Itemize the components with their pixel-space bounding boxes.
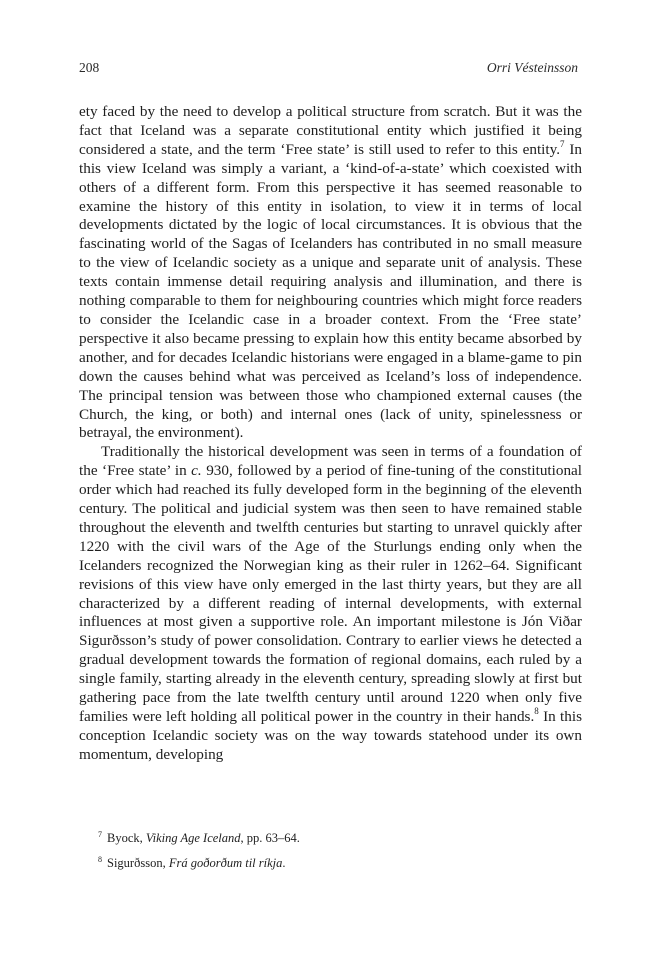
footnotes: [98, 824, 578, 874]
footnote-7: [98, 824, 578, 849]
footnote-title: Viking Age Iceland: [145, 831, 241, 845]
footnote-pages: , pp. 63–64.: [240, 831, 300, 845]
paragraph-2-text-b: 930, followed by a period of fine-tuning of the constitutional order which had reached its fully developed form in the beginning of the eleventh century. The political and judicial system was then seen to have remained stable throughout the eleventh and twelfth centuries but starting to unravel quickly after 1220 with the civil wars of the Age of the Sturlungs ending only when the Icelanders recognized the Norwegian king as their ruler in 1262–64. Significant revisions of this view have only emerged in the last thirty years, but they are all characterized by a different reading of internal developments, with external influences at most given a supportive role. An important milestone is Jón Viðar Sigurðsson’s study of power consolidation. Contrary to earlier views he detected a gradual development towards the formation of regional domains, each ruled by a single family, starting already in the eleventh century, spreading slowly at first but gathering pace from the late twelfth century until around 1220 when only five families were left holding all political power in the country in their hands.: [79, 462, 582, 725]
paragraph-2: [79, 443, 582, 764]
footnote-8: [98, 849, 578, 874]
paragraph-1-text-a: ety faced by the need to develop a political structure from scratch. But it was the fact that Iceland was a separate constitutional entity which justified it being considered a state, and the term ‘Free state’ is still used to refer to this entity.: [79, 103, 582, 158]
footnote-author: Sigurðsson,: [107, 856, 169, 870]
running-head-author: Orri Vésteinsson: [486, 60, 578, 75]
paragraph-2-text-a: Traditionally the historical development was seen in terms of a foundation of the ‘Free state’ in: [79, 443, 582, 480]
paragraph-2-text-c: In this conception Icelandic society was on the way towards statehood under its own momentum, developing: [79, 708, 582, 763]
circa-abbrev: c.: [191, 462, 202, 480]
footnote-ref-8[interactable]: 8: [534, 705, 539, 716]
footnote-mark: 7: [98, 830, 102, 839]
paragraph-1: [79, 103, 582, 443]
footnote-mark: 8: [98, 855, 102, 864]
page-number: 208: [79, 60, 100, 75]
page-header: [79, 60, 578, 80]
footnote-author: Byock,: [107, 831, 146, 845]
footnote-ref-7[interactable]: 7: [560, 138, 565, 149]
main-text: [79, 103, 582, 765]
footnote-period: .: [282, 856, 286, 870]
paragraph-1-text-b: In this view Iceland was simply a variant, a ‘kind-of-a-state’ which coexisted with others of a different form. From this perspective it has seemed reasonable to examine the history of this entity in isolation, to view it in terms of local developments dictated by the logic of local circumstances. It is obvious that the fascinating world of the Sagas of Icelanders has contributed in no small measure to the view of Icelandic society as a unique and separate unit of analysis. These texts contain immense detail requiring analysis and illumination, and there is nothing comparable to them for neighbouring countries which might force readers to consider the Icelandic case in a broader context. From the ‘Free state’ perspective it also became pressing to explain how this entity became absorbed by another, and for decades Icelandic historians were engaged in a blame-game to pin down the causes behind what was perceived as Iceland’s loss of independence. The principal tension was between those who championed external causes (the Church, the king, or both) and internal ones (lack of unity, spinelessness or betrayal, the environment).: [79, 140, 582, 442]
footnote-title: Frá goðorðum til ríkja: [168, 856, 283, 870]
